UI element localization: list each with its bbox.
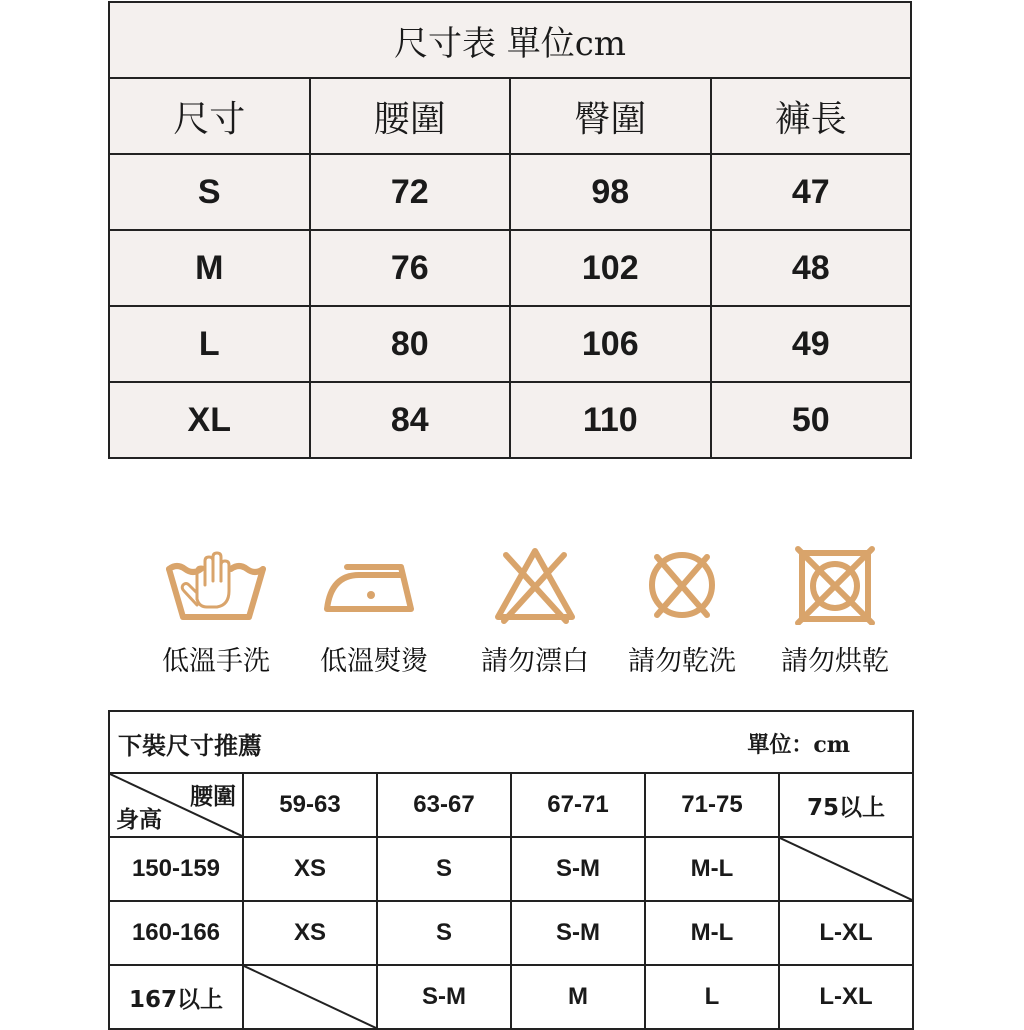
size-table-title-row — [109, 2, 911, 78]
size-table-title: 尺寸表 單位cm — [109, 2, 911, 78]
hip-cell: 110 — [510, 382, 711, 458]
care-item-hand-wash — [141, 545, 291, 677]
table-row — [109, 837, 913, 901]
recommend-title-cell — [109, 711, 913, 773]
care-item-no-dry-clean — [607, 545, 757, 677]
size-cell: L — [109, 306, 310, 382]
recommend-size-cell: XS — [243, 901, 377, 965]
recommend-size-cell: M-L — [645, 901, 779, 965]
size-cell: S — [109, 154, 310, 230]
table-row — [109, 965, 913, 1029]
no-tumble-dry-icon — [780, 545, 890, 625]
waist-range-header: 67-71 — [511, 773, 645, 837]
waist-range-header: 59-63 — [243, 773, 377, 837]
recommend-size-cell: M — [511, 965, 645, 1029]
waist-cell: 76 — [310, 230, 511, 306]
recommend-size-cell: L-XL — [779, 901, 913, 965]
care-label: 低溫手洗 — [162, 646, 270, 677]
recommend-title: 下裝尺寸推薦 — [118, 731, 262, 760]
header-length: 褲長 — [711, 78, 912, 154]
header-waist: 腰圍 — [310, 78, 511, 154]
table-row — [109, 154, 911, 230]
hip-cell: 106 — [510, 306, 711, 382]
empty-cell — [779, 837, 913, 901]
header-hip: 臀圍 — [510, 78, 711, 154]
height-range-cell: 167以上 — [109, 965, 243, 1029]
table-row — [109, 306, 911, 382]
waist-cell: 72 — [310, 154, 511, 230]
recommend-header-row — [109, 773, 913, 837]
size-cell: M — [109, 230, 310, 306]
care-item-no-bleach — [460, 545, 610, 677]
recommend-unit: 單位：cm — [747, 732, 851, 758]
care-item-low-iron — [299, 545, 449, 677]
height-range-cell: 150-159 — [109, 837, 243, 901]
length-cell: 50 — [711, 382, 912, 458]
length-cell: 48 — [711, 230, 912, 306]
table-row — [109, 382, 911, 458]
height-range-cell: 160-166 — [109, 901, 243, 965]
care-item-no-tumble-dry — [760, 545, 910, 677]
size-table-header-row — [109, 78, 911, 154]
hand-wash-icon — [161, 545, 271, 625]
recommend-size-cell: S-M — [377, 965, 511, 1029]
hip-cell: 102 — [510, 230, 711, 306]
waist-cell: 80 — [310, 306, 511, 382]
recommend-size-cell: S-M — [511, 837, 645, 901]
waist-range-header: 63-67 — [377, 773, 511, 837]
low-iron-icon — [319, 545, 429, 625]
no-bleach-icon — [480, 545, 590, 625]
empty-cell — [243, 965, 377, 1029]
recommend-size-cell: L — [645, 965, 779, 1029]
header-size: 尺寸 — [109, 78, 310, 154]
diagonal-line — [244, 966, 376, 1028]
recommend-size-cell: L-XL — [779, 965, 913, 1029]
care-label: 請勿烘乾 — [781, 646, 889, 677]
care-label: 請勿乾洗 — [628, 646, 736, 677]
care-label: 低溫熨燙 — [320, 646, 428, 677]
care-label: 請勿漂白 — [481, 646, 589, 677]
diagonal-line — [780, 838, 912, 900]
length-cell: 47 — [711, 154, 912, 230]
corner-label-height: 身高 — [116, 806, 162, 833]
recommend-size-cell: S — [377, 901, 511, 965]
waist-range-header: 75以上 — [779, 773, 913, 837]
size-cell: XL — [109, 382, 310, 458]
recommend-size-cell: S — [377, 837, 511, 901]
corner-label-waist: 腰圍 — [190, 783, 236, 810]
table-row — [109, 230, 911, 306]
recommend-size-cell: S-M — [511, 901, 645, 965]
waist-range-header: 71-75 — [645, 773, 779, 837]
size-recommend-table — [108, 710, 914, 1030]
recommend-size-cell: XS — [243, 837, 377, 901]
no-dry-clean-icon — [627, 545, 737, 625]
hip-cell: 98 — [510, 154, 711, 230]
length-cell: 49 — [711, 306, 912, 382]
waist-cell: 84 — [310, 382, 511, 458]
recommend-title-row — [109, 711, 913, 773]
recommend-size-cell: M-L — [645, 837, 779, 901]
size-table — [108, 1, 912, 459]
corner-cell — [109, 773, 243, 837]
table-row — [109, 901, 913, 965]
